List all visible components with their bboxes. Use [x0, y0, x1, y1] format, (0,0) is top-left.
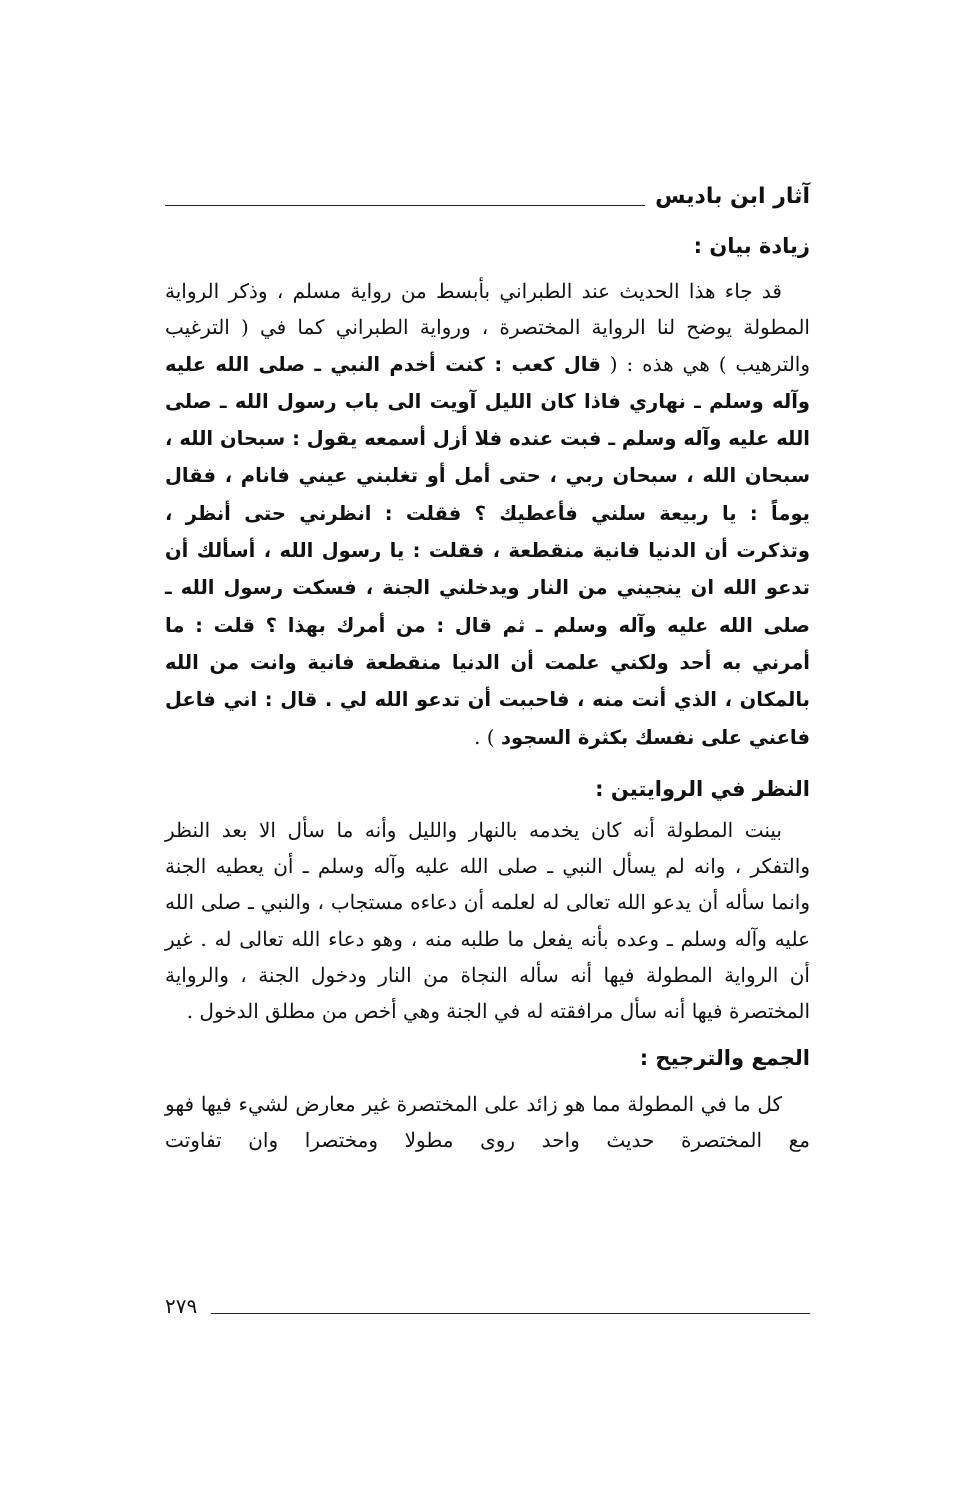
- footer-rule: [211, 1313, 810, 1314]
- jam-tarjih-text: كل ما في المطولة مما هو زائد على المختصرة غير معارض لشيء فيها فهو مع المختصرة حديث واحد روى مطولا ومختصرا وان تفاوتت: [165, 1091, 810, 1152]
- section-heading-ziyada-bayan: زيادة بيان :: [693, 234, 810, 258]
- book-title: آثار ابن باديس: [655, 184, 810, 209]
- hadith-quote: قال كعب : كنت أخدم النبي ـ صلى الله عليه وآله وسلم ـ نهاري فاذا كان الليل آويت الى باب رسول الله ـ صلى الله عليه وآله وسلم ـ فبت عنده فلا أزل أسمعه يقول : سبحان الله ، سبحان الله ، سبحان ربي ، حتى أمل أو تغلبني عيني فانام ، فقال يوماً : يا ربيعة سلني فأعطيك ؟ فقلت : انظرني حتى أنظر ، وتذكرت أن الدنيا فانية منقطعة ، فقلت : يا رسول الله ، أسألك أن تدعو الله ان ينجيني من النار ويدخلني الجنة ، فسكت رسول الله ـ صلى الله عليه وآله وسلم ـ ثم قال : من أمرك بهذا ؟ قلت : ما أمرني به أحد ولكني علمت أن الدنيا منقطعة فانية وانت من الله بالمكان ، الذي أنت منه ، فاحببت أن تدعو الله لي . قال : اني فاعل فاعني على نفسك بكثرة السجود: [165, 352, 810, 749]
- page-number: ٢٧٩: [165, 1294, 198, 1318]
- section-heading-nazar: النظر في الروايتين :: [595, 776, 810, 801]
- page-footer: [165, 1284, 810, 1320]
- main-text: [165, 228, 810, 1158]
- paragraph-nazar: [165, 812, 810, 1030]
- running-header: [165, 176, 810, 212]
- quote-closing: ) .: [474, 724, 501, 749]
- paragraph-intro-and-hadith: [165, 273, 810, 756]
- header-rule: [165, 205, 645, 206]
- nazar-text: بينت المطولة أنه كان يخدمه بالنهار والليل وأنه ما سأل الا بعد النظر والتفكر ، وانه لم يسأل النبي ـ صلى الله عليه وآله وسلم ـ أن يعطيه الجنة وانما سأله أن يدعو الله تعالى له لعلمه أن دعاءه مستجاب ، والنبي ـ صلى الله عليه وآله وسلم ـ وعده بأنه يفعل ما طلبه منه ، وهو دعاء الله تعالى له . غير أن الرواية المطولة فيها أنه سأله النجاة من النار ودخول الجنة ، والرواية المختصرة فيها أنه سأل مرافقته له في الجنة وهي أخص من مطلق الدخول .: [165, 817, 811, 1024]
- intro-text: قد جاء هذا الحديث عند الطبراني بأبسط من رواية مسلم ، وذكر الرواية المطولة يوضح لنا الرواية المختصرة ، ورواية الطبراني كما في ( الترغيب والترهيب ) هي هذه : (: [165, 279, 811, 376]
- section-heading-jam-tarjih: الجمع والترجيح :: [639, 1045, 810, 1070]
- paragraph-jam-tarjih: [165, 1086, 810, 1159]
